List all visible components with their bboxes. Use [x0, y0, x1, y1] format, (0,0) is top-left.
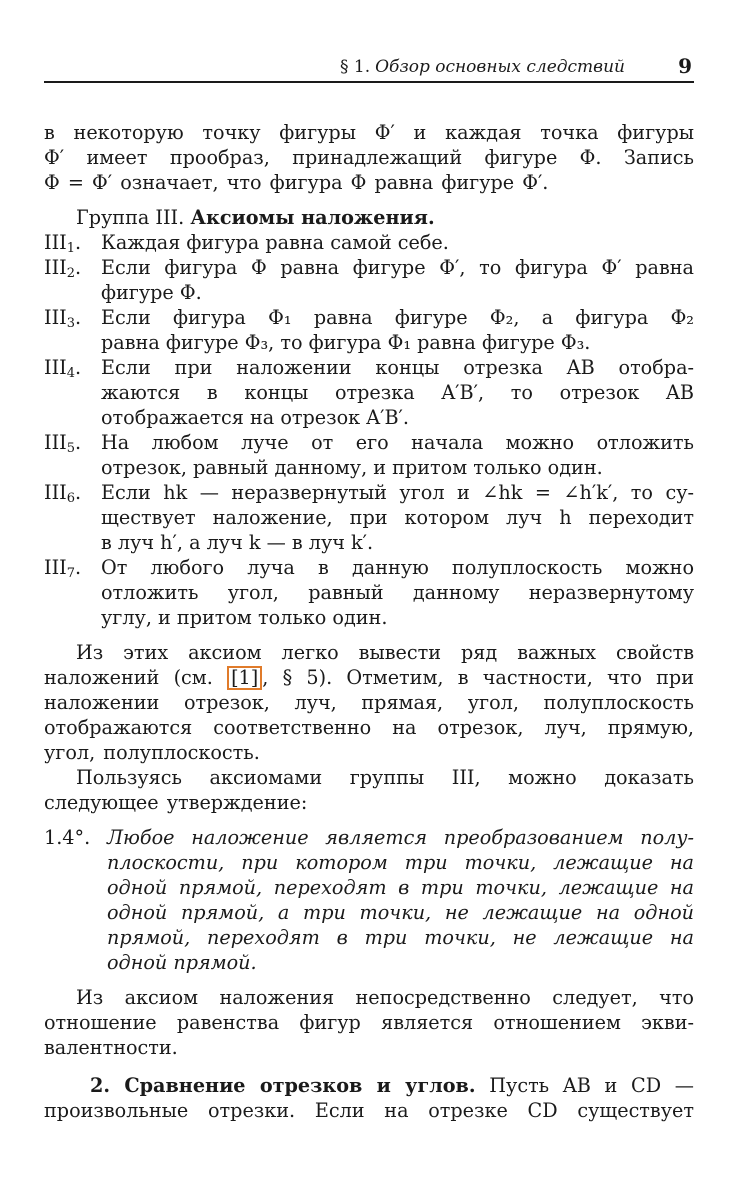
paragraph-line: наложений (см. [1] , § 5). Отметим, в частности, что при	[44, 666, 694, 689]
group-title: Аксиомы наложения.	[190, 206, 435, 229]
axiom-item	[44, 555, 694, 630]
section-mark: § 1.	[340, 57, 371, 77]
section-2-title: 2. Сравнение отрезков и углов.	[90, 1074, 476, 1097]
theorem-label: 1.4°.	[44, 826, 91, 849]
paragraph-line: валентности.	[44, 1036, 178, 1059]
axiom-item	[44, 230, 694, 255]
citation-link[interactable]: [1]	[227, 666, 262, 690]
paragraph-line: следующее утверждение:	[44, 791, 308, 814]
paragraph-line: Из аксиом наложения непосредственно следует, что	[76, 986, 694, 1009]
running-header	[44, 55, 694, 77]
section-2-text: Пусть AB и CD —	[489, 1074, 694, 1097]
intro-line: Φ = Φ′ означает, что фигура Φ равна фигуре Φ′.	[44, 171, 549, 194]
axiom-text: Каждая фигура равна самой себе.	[101, 231, 449, 254]
axiom-label: $III_1$.	[44, 231, 82, 256]
theorem	[44, 825, 694, 975]
paragraph-line: отображаются соответственно на отрезок, луч, прямую,	[44, 716, 694, 739]
paragraph-line: наложении отрезок, луч, прямая, угол, полуплоскость	[44, 691, 694, 714]
header-rule	[44, 81, 694, 83]
running-header-title	[340, 57, 625, 77]
axiom-text: Если фигура Φ₁ равна фигуре Φ₂, а фигура Φ₂ равна фигуре Φ₃, то фигура Φ₁ равна фигуре Φ₃.	[101, 306, 694, 354]
axiom-item	[44, 255, 694, 305]
axiom-label: $III_4$.	[44, 356, 82, 381]
group-heading	[44, 205, 694, 230]
page-body	[44, 120, 694, 1123]
axiom-item	[44, 355, 694, 430]
axiom-item	[44, 305, 694, 355]
axiom-text: Если hk — неразвернутый угол и ∠hk = ∠h′k′, то су- ществует наложение, при котором луч h переходит в луч h′, а луч k — в луч k′.	[101, 481, 694, 554]
paragraph-line: Пользуясь аксиомами группы III, можно доказать	[76, 766, 694, 789]
paragraph-line: угол, полуплоскость.	[44, 741, 260, 764]
axiom-item	[44, 430, 694, 480]
intro-line: Φ′ имеет прообраз, принадлежащий фигуре Φ. Запись	[44, 146, 694, 169]
theorem-text: Любое наложение является преобразованием полу- плоскости, при котором три точки, лежащие на одной прямой, переходят в три точки, лежащие на одной прямой, а три точки, не лежащие на одной прямой, переходят в три точки, не лежащие на одной прямой.	[107, 826, 694, 974]
axiom-text: От любого луча в данную полуплоскость можно отложить угол, равный данному неразвернутому углу, и притом только один.	[101, 556, 694, 629]
section-title: Обзор основных следствий	[375, 57, 625, 77]
axiom-label: $III_2$.	[44, 256, 82, 281]
axiom-item	[44, 480, 694, 555]
axiom-label: $III_6$.	[44, 481, 82, 506]
axiom-text: Если фигура Φ равна фигуре Φ′, то фигура Φ′ равна фигуре Φ.	[101, 256, 694, 304]
group-prefix: Группа III.	[76, 206, 185, 229]
axiom-label: $III_5$.	[44, 431, 82, 456]
axiom-label: $III_3$.	[44, 306, 82, 331]
axiom-text: На любом луче от его начала можно отложить отрезок, равный данному, и притом только один.	[101, 431, 694, 479]
page-number: 9	[678, 54, 692, 78]
intro-line: в некоторую точку фигуры Φ′ и каждая точка фигуры	[44, 121, 694, 144]
axiom-label: $III_7$.	[44, 556, 82, 581]
paragraph-line: отношение равенства фигур является отношением экви-	[44, 1011, 694, 1034]
axiom-list	[44, 230, 694, 630]
paragraph-line: произвольные отрезки. Если на отрезке CD существует	[44, 1099, 694, 1122]
paragraph-line: Из этих аксиом легко вывести ряд важных свойств	[76, 641, 694, 664]
axiom-text: Если при наложении концы отрезка AB отобра- жаются в концы отрезка A′B′, то отрезок AB отображается на отрезок A′B′.	[101, 356, 694, 429]
section-heading-line	[44, 1073, 694, 1098]
